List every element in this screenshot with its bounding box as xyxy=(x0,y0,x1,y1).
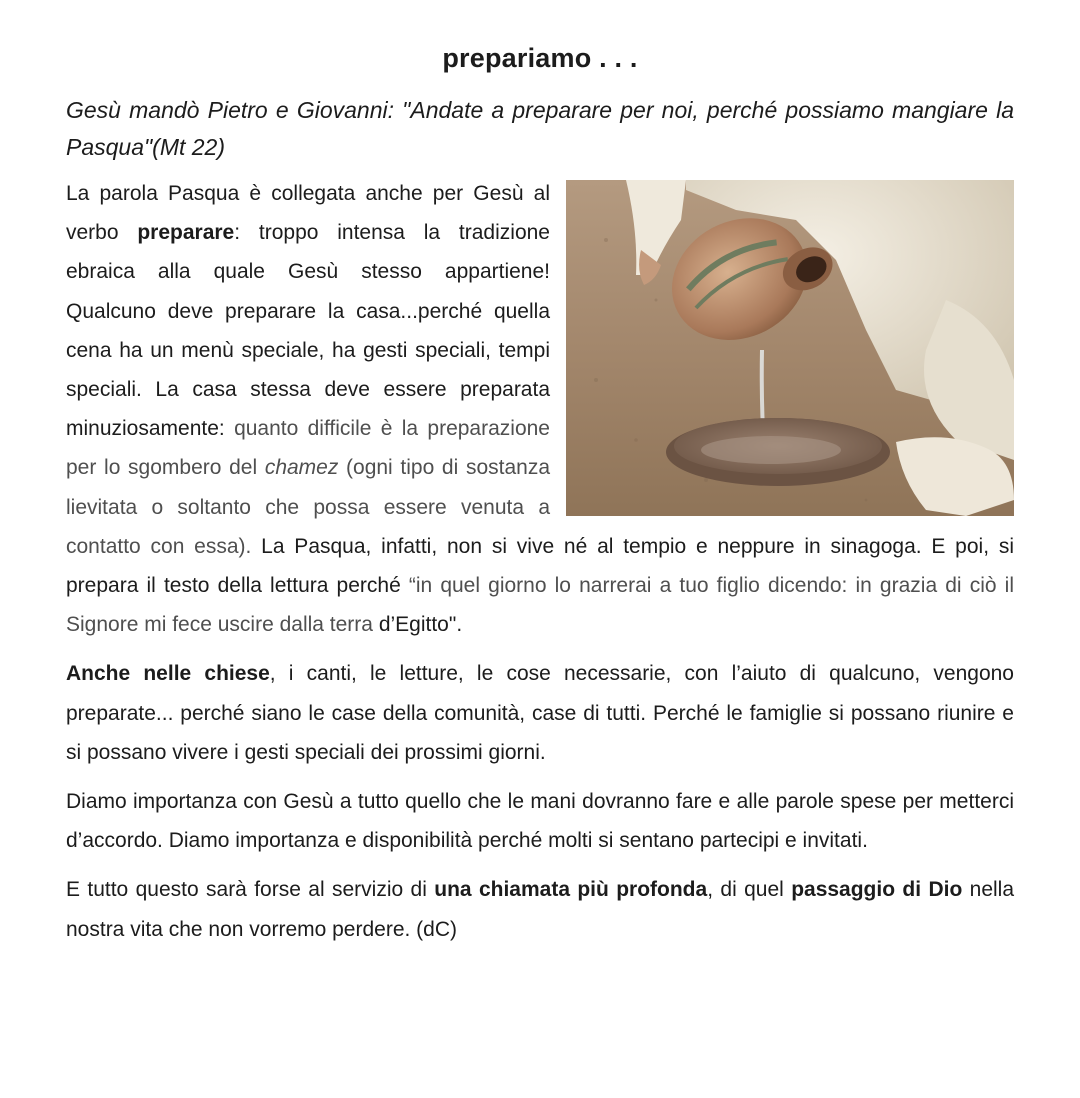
p1-gray-1: quanto difficile è la preparazione per lo sgombero del xyxy=(66,417,550,480)
p4-text-1: E tutto questo sarà forse al servizio di xyxy=(66,878,435,902)
photo-jar-pouring-water xyxy=(566,180,1014,516)
p1-bold-preparare: preparare xyxy=(137,221,235,245)
p2-text-1: , i canti, le letture, le cose necessarie, con l’aiuto di qualcuno, vengono preparate... perché siano le case della comunità, case di tutti. Perché le famiglie si possano riunire e si possano vivere i gesti speciali dei prossimi giorni. xyxy=(66,662,1014,764)
paragraph-3: Diamo importanza con Gesù a tutto quello che le mani dovranno fare e alle parole spese per metterci d’accordo. Diamo importanza e disponibilità perché molti si sentano partecipi e invitati. xyxy=(66,790,1014,853)
gospel-quote: Gesù mandò Pietro e Giovanni: "Andate a preparare per noi, perché possiamo mangiare la Pasqua"(Mt 22) xyxy=(66,97,1014,160)
p1-text-1: La parola Pasqua è collegata anche per Gesù al verbo xyxy=(66,182,550,245)
p4-text-3: nella nostra vita che non vorremo perdere. (dC) xyxy=(66,878,1015,941)
p1-text-3: La Pasqua, infatti, non si vive né al tempio e neppure in sinagoga. E poi, si prepara il testo della lettura perché xyxy=(66,534,1014,598)
p1-gray-3: “in quel giorno lo narrerai a tuo figlio dicendo: in grazia di ciò il Signore mi fece uscire dalla terra xyxy=(66,574,1014,637)
p1-gray-2: (ogni tipo di sostanza lievitata o soltanto che possa essere venuta a contatto con essa). xyxy=(66,456,550,558)
paragraph-4 xyxy=(66,870,1014,948)
paragraph-2 xyxy=(66,654,1014,772)
p2-bold-chiese: Anche nelle chiese xyxy=(66,662,270,686)
p4-bold-chiamata: una chiamata più profonda xyxy=(434,878,708,902)
p1-text-2: : troppo intensa la tradizione ebraica alla quale Gesù stesso appartiene! Qualcuno deve preparare la casa...perché quella cena ha un menù speciale, ha gesti speciali, tempi speciali. La casa stessa deve essere preparata minuziosamente: xyxy=(66,221,550,441)
p4-text-2: , di quel xyxy=(707,878,792,902)
p4-bold-passaggio: passaggio di Dio xyxy=(791,878,963,902)
p1-text-4: d’Egitto". xyxy=(372,613,463,637)
p1-italic-chamez: chamez xyxy=(264,456,339,480)
document-page xyxy=(66,38,1014,959)
page-title: prepariamo . . . xyxy=(442,43,638,73)
